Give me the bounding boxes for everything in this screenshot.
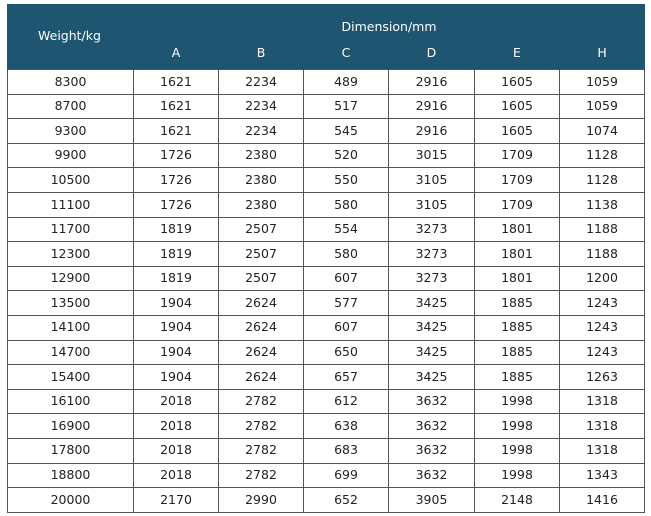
dim-d-cell: 3273 [389,217,475,242]
weight-cell: 9900 [8,143,134,168]
table-row [8,70,645,95]
dim-c-cell: 652 [304,488,389,513]
weight-cell: 9300 [8,119,134,144]
weight-cell: 12900 [8,266,134,291]
weight-cell: 12300 [8,242,134,267]
dim-h-cell: 1188 [560,242,645,267]
dim-h-cell: 1416 [560,488,645,513]
dim-a-cell: 1726 [134,143,219,168]
dim-d-cell: 2916 [389,119,475,144]
dim-a-cell: 1904 [134,291,219,316]
dim-d-cell: 3425 [389,365,475,390]
weight-cell: 18800 [8,463,134,488]
table-row [8,192,645,217]
weight-cell: 20000 [8,488,134,513]
table-row [8,266,645,291]
dim-a-cell: 1621 [134,119,219,144]
dim-a-cell: 2018 [134,463,219,488]
table-header [8,4,645,70]
dimension-header: Dimension/mm [134,4,645,38]
dim-a-cell: 2018 [134,389,219,414]
table-row [8,340,645,365]
column-header-d: D [389,38,475,70]
dim-d-cell: 3273 [389,266,475,291]
dim-a-cell: 1726 [134,192,219,217]
dim-d-cell: 3015 [389,143,475,168]
weight-cell: 10500 [8,168,134,193]
table-body [8,70,645,513]
dim-h-cell: 1188 [560,217,645,242]
dim-c-cell: 699 [304,463,389,488]
dim-c-cell: 545 [304,119,389,144]
dim-b-cell: 2624 [219,365,304,390]
weight-cell: 14100 [8,315,134,340]
dim-e-cell: 1885 [475,365,560,390]
dim-d-cell: 3632 [389,414,475,439]
dim-c-cell: 638 [304,414,389,439]
dim-b-cell: 2234 [219,70,304,95]
dim-a-cell: 1621 [134,70,219,95]
dim-e-cell: 1605 [475,119,560,144]
column-header-b: B [219,38,304,70]
dim-c-cell: 577 [304,291,389,316]
dim-e-cell: 1998 [475,463,560,488]
dim-b-cell: 2782 [219,438,304,463]
dim-b-cell: 2782 [219,463,304,488]
dim-e-cell: 1709 [475,168,560,193]
dim-b-cell: 2782 [219,414,304,439]
dim-h-cell: 1200 [560,266,645,291]
dim-b-cell: 2507 [219,266,304,291]
weight-cell: 8300 [8,70,134,95]
dim-a-cell: 1904 [134,340,219,365]
dim-a-cell: 2018 [134,414,219,439]
dim-a-cell: 1819 [134,242,219,267]
dim-d-cell: 3105 [389,168,475,193]
table-row [8,242,645,267]
column-header-c: C [304,38,389,70]
dim-e-cell: 1885 [475,315,560,340]
dim-c-cell: 517 [304,94,389,119]
dim-b-cell: 2624 [219,340,304,365]
dim-d-cell: 3425 [389,291,475,316]
column-header-a: A [134,38,219,70]
dim-b-cell: 2782 [219,389,304,414]
dim-d-cell: 3632 [389,389,475,414]
dim-e-cell: 1885 [475,291,560,316]
dim-e-cell: 2148 [475,488,560,513]
dim-h-cell: 1318 [560,414,645,439]
table-row [8,217,645,242]
dim-d-cell: 3905 [389,488,475,513]
weight-cell: 11100 [8,192,134,217]
dim-h-cell: 1243 [560,291,645,316]
dim-a-cell: 2018 [134,438,219,463]
table-row [8,438,645,463]
table-row [8,463,645,488]
dim-e-cell: 1885 [475,340,560,365]
dim-e-cell: 1801 [475,242,560,267]
dim-d-cell: 2916 [389,94,475,119]
column-header-e: E [475,38,560,70]
dim-h-cell: 1243 [560,340,645,365]
table-row [8,168,645,193]
dimension-table [7,4,645,513]
dim-h-cell: 1074 [560,119,645,144]
weight-header: Weight/kg [8,4,134,70]
dim-e-cell: 1709 [475,192,560,217]
weight-cell: 13500 [8,291,134,316]
dim-a-cell: 1904 [134,315,219,340]
dim-e-cell: 1605 [475,70,560,95]
dim-c-cell: 489 [304,70,389,95]
dim-a-cell: 2170 [134,488,219,513]
table-row [8,143,645,168]
dim-a-cell: 1904 [134,365,219,390]
dim-c-cell: 612 [304,389,389,414]
dim-d-cell: 3632 [389,438,475,463]
dim-e-cell: 1998 [475,438,560,463]
dim-h-cell: 1318 [560,438,645,463]
dim-a-cell: 1726 [134,168,219,193]
dim-d-cell: 3632 [389,463,475,488]
dim-a-cell: 1621 [134,94,219,119]
dim-c-cell: 607 [304,266,389,291]
table-row [8,414,645,439]
dim-c-cell: 554 [304,217,389,242]
table-row [8,291,645,316]
dim-e-cell: 1605 [475,94,560,119]
dim-h-cell: 1243 [560,315,645,340]
weight-cell: 17800 [8,438,134,463]
dim-h-cell: 1128 [560,168,645,193]
dim-h-cell: 1263 [560,365,645,390]
dim-a-cell: 1819 [134,217,219,242]
dim-b-cell: 2380 [219,143,304,168]
dim-h-cell: 1059 [560,70,645,95]
weight-cell: 14700 [8,340,134,365]
dim-d-cell: 3425 [389,315,475,340]
dim-h-cell: 1128 [560,143,645,168]
table-row [8,365,645,390]
dim-b-cell: 2234 [219,119,304,144]
dim-b-cell: 2507 [219,217,304,242]
dim-h-cell: 1059 [560,94,645,119]
dim-e-cell: 1998 [475,414,560,439]
dim-h-cell: 1343 [560,463,645,488]
dim-b-cell: 2507 [219,242,304,267]
weight-cell: 16900 [8,414,134,439]
table-row [8,119,645,144]
dim-e-cell: 1709 [475,143,560,168]
table-row [8,315,645,340]
dim-c-cell: 520 [304,143,389,168]
dim-d-cell: 3273 [389,242,475,267]
table-row [8,94,645,119]
dim-c-cell: 580 [304,192,389,217]
weight-cell: 16100 [8,389,134,414]
dim-c-cell: 550 [304,168,389,193]
dim-e-cell: 1998 [475,389,560,414]
dim-h-cell: 1138 [560,192,645,217]
dim-b-cell: 2380 [219,192,304,217]
dim-e-cell: 1801 [475,217,560,242]
dim-b-cell: 2624 [219,291,304,316]
weight-cell: 15400 [8,365,134,390]
dim-d-cell: 2916 [389,70,475,95]
dim-d-cell: 3425 [389,340,475,365]
dim-c-cell: 580 [304,242,389,267]
table-row [8,488,645,513]
dim-b-cell: 2624 [219,315,304,340]
dim-b-cell: 2990 [219,488,304,513]
dim-c-cell: 607 [304,315,389,340]
dim-e-cell: 1801 [475,266,560,291]
dim-h-cell: 1318 [560,389,645,414]
dim-d-cell: 3105 [389,192,475,217]
column-header-h: H [560,38,645,70]
dim-a-cell: 1819 [134,266,219,291]
dim-c-cell: 657 [304,365,389,390]
weight-cell: 8700 [8,94,134,119]
weight-cell: 11700 [8,217,134,242]
dim-b-cell: 2380 [219,168,304,193]
table-row [8,389,645,414]
dim-c-cell: 683 [304,438,389,463]
dim-c-cell: 650 [304,340,389,365]
dim-b-cell: 2234 [219,94,304,119]
